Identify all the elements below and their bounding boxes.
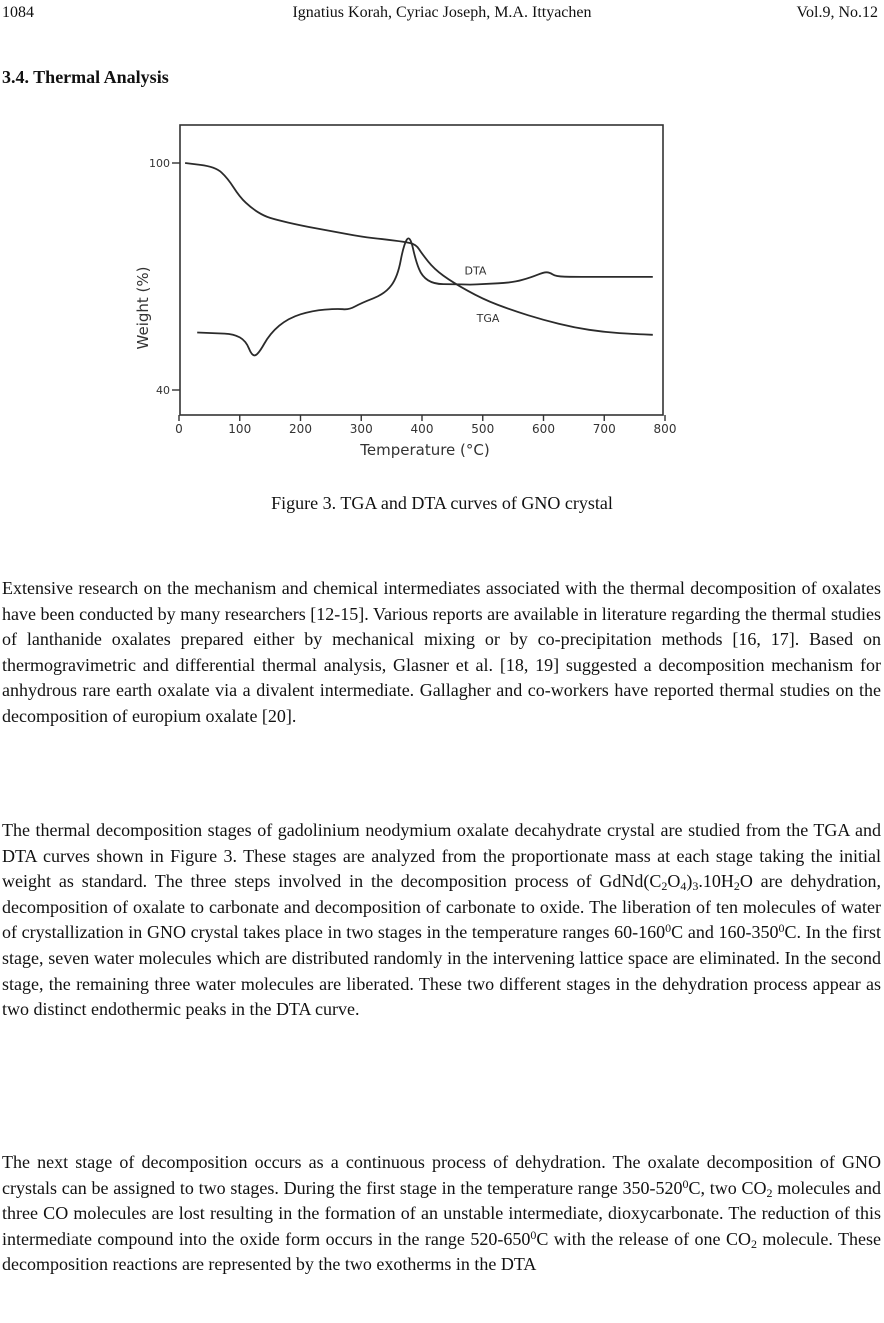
y-axis-label: Weight (%) xyxy=(134,266,152,350)
section-title: 3.4. Thermal Analysis xyxy=(2,67,169,87)
tga-curve xyxy=(185,163,653,335)
series-labels xyxy=(465,265,500,325)
page-number: 1084 xyxy=(2,4,34,21)
plot-frame xyxy=(180,125,663,415)
x-tick-label: 500 xyxy=(471,422,495,436)
x-tick-label: 100 xyxy=(228,422,252,436)
paragraph-1: Extensive research on the mechanism and chemical intermediates associated with the thermal decomposition of oxalates have been conducted by many researchers [12-15]. Various reports are available in literature regarding the thermal studies of lanthanide oxalates prepared either by mechanical mixing or by co-precipitation methods [16, 17]. Based on thermogravimetric and differential thermal analysis, Glasner et al. [18, 19] suggested a decomposition mechanism for anhydrous rare earth oxalate via a divalent intermediate. Gallagher and co-workers have reported thermal studies on the decomposition of europium oxalate [20]. xyxy=(2,578,881,726)
paragraph-3: The next stage of decomposition occurs as a continuous process of dehydration. The oxalate decomposition of GNO crystals can be assigned to two stages. During the first stage in the temperature range $350-520^0C$, two $CO_2$ molecules and three CO molecules are lost resulting in the formation of an unstable intermediate, dioxycarbonate. The reduction of this intermediate compound into the oxide form occurs in the range $520-650^0C$ with the release of one $CO_2$ molecule. These decomposition reactions are represented by the two exotherms in the DTA xyxy=(2,1152,882,1275)
x-tick-label: 700 xyxy=(592,422,616,436)
figure-tga-dta xyxy=(125,118,685,468)
y-axis-ticks xyxy=(149,157,180,397)
y-tick-label: 100 xyxy=(149,157,170,170)
tga-dta-chart xyxy=(125,118,685,468)
dta-label: DTA xyxy=(464,264,487,278)
x-axis-ticks xyxy=(175,415,676,436)
header-authors: Ignatius Korah, Cyriac Joseph, M.A. Ittyachen xyxy=(292,4,592,21)
x-tick-label: 400 xyxy=(410,422,434,436)
header-volume: Vol.9, No.12 xyxy=(796,4,878,21)
x-axis-label: Temperature (°C) xyxy=(360,441,490,459)
x-tick-label: 600 xyxy=(532,422,555,436)
x-tick-label: 0 xyxy=(175,422,183,436)
page-header xyxy=(0,4,884,26)
x-tick-label: 200 xyxy=(289,422,312,436)
x-tick-label: 800 xyxy=(653,422,677,436)
x-tick-label: 300 xyxy=(349,422,373,436)
chart-series xyxy=(185,163,653,355)
tga-label: TGA xyxy=(476,311,500,325)
chart-frame xyxy=(180,125,663,415)
figure-caption: Figure 3. TGA and DTA curves of GNO crystal xyxy=(271,493,613,513)
paragraph-2: The thermal decomposition stages of gadolinium neodymium oxalate decahydrate crystal are studied from the TGA and DTA curves shown in Figure 3. These stages are analyzed from the proportionate mass at each stage taking the initial weight as standard. The three steps involved in the decomposition process of $GdNd(C_2O_4)_3.10H_2O$ are dehydration, decomposition of oxalate to carbonate and decomposition of carbonate to oxide. The liberation of ten molecules of water of crystallization in GNO crystal takes place in two stages in the temperature ranges $60-160^0C$ and $160-350^0C$. In the first stage, seven water molecules which are distributed randomly in the intervening lattice space are eliminated. In the second stage, the remaining three water molecules are liberated. These two different stages in the dehydration process appear as two distinct endothermic peaks in the DTA curve. xyxy=(2,820,881,1020)
dta-curve xyxy=(197,238,653,355)
y-tick-label: 40 xyxy=(156,384,170,397)
